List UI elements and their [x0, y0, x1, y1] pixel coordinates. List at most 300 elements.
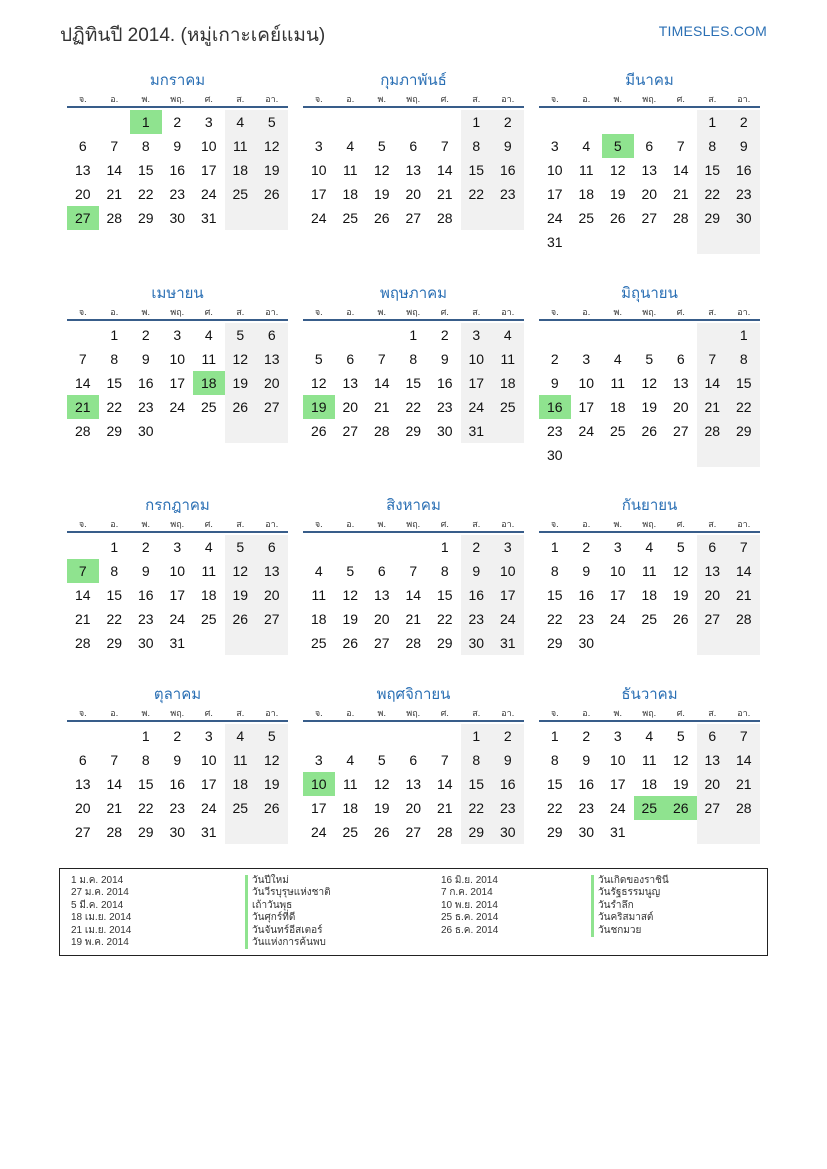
- day-cell: 1: [461, 724, 493, 748]
- holiday-name: เถ้าวันพุธ: [245, 900, 331, 912]
- day-cell: 14: [436, 776, 453, 792]
- week-row: [539, 158, 760, 182]
- empty-day-cell: [225, 419, 257, 443]
- day-cell: 2: [492, 724, 524, 748]
- day-cell: 11: [610, 375, 626, 391]
- day-cell: 28: [373, 423, 390, 439]
- day-cell: 11: [342, 776, 358, 792]
- weekday-label: อา.: [737, 307, 751, 317]
- day-cell: 22: [461, 796, 493, 820]
- weekday-label: อ.: [346, 708, 355, 718]
- empty-day-cell: [634, 443, 666, 467]
- day-cell: 19: [672, 587, 689, 603]
- day-cell: 6: [377, 563, 386, 579]
- week-row: [67, 134, 288, 158]
- day-cell: 31: [169, 635, 186, 651]
- day-cell: 9: [141, 563, 150, 579]
- day-cell: 10: [461, 347, 493, 371]
- weekday-header: [67, 517, 288, 531]
- weekday-label: จ.: [78, 708, 87, 718]
- day-cell: 5: [645, 351, 654, 367]
- day-cell: 28: [436, 210, 453, 226]
- day-cell: 21: [697, 395, 729, 419]
- day-cell: 18: [492, 371, 524, 395]
- day-cell: 23: [578, 611, 595, 627]
- week-row: [303, 158, 524, 182]
- empty-day-cell: [303, 323, 335, 347]
- day-cell: 20: [405, 186, 422, 202]
- day-cell: 26: [641, 423, 658, 439]
- day-cell: 9: [582, 752, 591, 768]
- weekday-label: พฤ.: [642, 94, 657, 104]
- week-row: [539, 419, 760, 443]
- day-cell: 15: [405, 375, 422, 391]
- empty-day-cell: [225, 820, 257, 844]
- weekday-label: ส.: [472, 708, 481, 718]
- day-cell: 8: [550, 752, 559, 768]
- day-cell: 8: [110, 563, 119, 579]
- holiday-day-cell: 25: [634, 796, 666, 820]
- day-cell: 7: [697, 347, 729, 371]
- day-cell: 21: [672, 186, 689, 202]
- day-cell: 2: [440, 327, 449, 343]
- holiday-name: วันวีรบุรุษแห่งชาติ: [245, 887, 331, 899]
- weekday-label: อ.: [346, 519, 355, 529]
- day-cell: 8: [728, 347, 760, 371]
- day-cell: 6: [697, 535, 729, 559]
- weekday-label: ส.: [708, 708, 717, 718]
- day-cell: 17: [169, 375, 186, 391]
- week-row: [539, 607, 760, 631]
- day-cell: 30: [137, 635, 154, 651]
- empty-day-cell: [697, 631, 729, 655]
- day-cell: 2: [492, 110, 524, 134]
- day-cell: 2: [582, 728, 591, 744]
- weekday-label: ศ.: [204, 708, 213, 718]
- month-block: [539, 283, 760, 467]
- day-cell: 10: [609, 752, 626, 768]
- day-cell: 30: [546, 447, 563, 463]
- day-cell: 18: [225, 158, 257, 182]
- empty-day-cell: [539, 323, 571, 347]
- holiday-day-cell: 1: [130, 110, 162, 134]
- weekday-label: พ.: [613, 708, 622, 718]
- holiday-day-cell: 21: [67, 395, 99, 419]
- day-cell: 12: [641, 375, 658, 391]
- day-cell: 9: [461, 559, 493, 583]
- week-row: [67, 607, 288, 631]
- empty-day-cell: [256, 820, 288, 844]
- holiday-day-cell: 7: [67, 559, 99, 583]
- day-cell: 30: [578, 635, 595, 651]
- day-cell: 1: [697, 110, 729, 134]
- day-cell: 23: [728, 182, 760, 206]
- weekday-label: พ.: [141, 307, 150, 317]
- day-cell: 22: [405, 399, 422, 415]
- weekday-label: อา.: [737, 94, 751, 104]
- weekday-label: ศ.: [440, 94, 449, 104]
- week-row: [303, 371, 524, 395]
- day-cell: 4: [204, 327, 213, 343]
- day-cell: 25: [200, 611, 217, 627]
- weekday-label: อ.: [346, 307, 355, 317]
- day-cell: 8: [461, 134, 493, 158]
- day-cell: 29: [137, 210, 154, 226]
- day-cell: 3: [492, 535, 524, 559]
- day-cell: 28: [74, 423, 91, 439]
- day-cell: 1: [550, 539, 559, 555]
- day-cell: 12: [256, 748, 288, 772]
- day-cell: 4: [346, 138, 355, 154]
- week-row: [539, 748, 760, 772]
- week-row: [67, 110, 288, 134]
- day-cell: 25: [225, 796, 257, 820]
- day-cell: 11: [342, 162, 358, 178]
- day-cell: 8: [409, 351, 418, 367]
- page-title: ปฏิทินปี 2014. (หมู่เกาะเคย์แมน): [60, 25, 326, 46]
- empty-day-cell: [728, 820, 760, 844]
- week-row: [539, 206, 760, 230]
- month-name: กุมภาพันธ์: [380, 72, 447, 89]
- week-row: [67, 724, 288, 748]
- week-row: [303, 535, 524, 559]
- weekday-label: พ.: [141, 708, 150, 718]
- weekday-header: [67, 92, 288, 106]
- empty-day-cell: [225, 206, 257, 230]
- day-cell: 14: [405, 587, 422, 603]
- day-cell: 18: [641, 776, 658, 792]
- day-cell: 21: [373, 399, 390, 415]
- day-cell: 13: [405, 162, 422, 178]
- day-cell: 8: [141, 752, 150, 768]
- day-cell: 4: [225, 110, 257, 134]
- day-cell: 16: [578, 776, 595, 792]
- day-cell: 1: [110, 327, 119, 343]
- weekday-label: ส.: [236, 708, 245, 718]
- weekday-label: ส.: [236, 94, 245, 104]
- day-cell: 27: [672, 423, 689, 439]
- day-cell: 4: [645, 728, 654, 744]
- empty-day-cell: [634, 820, 666, 844]
- weekday-label: ส.: [236, 307, 245, 317]
- day-cell: 15: [546, 776, 563, 792]
- day-cell: 27: [405, 824, 422, 840]
- day-cell: 22: [106, 611, 123, 627]
- day-cell: 25: [641, 611, 658, 627]
- weekday-label: อา.: [501, 307, 515, 317]
- empty-day-cell: [67, 535, 99, 559]
- day-cell: 31: [492, 631, 524, 655]
- day-cell: 1: [409, 327, 418, 343]
- empty-day-cell: [492, 419, 524, 443]
- empty-day-cell: [335, 535, 367, 559]
- day-cell: 7: [728, 724, 760, 748]
- day-cell: 9: [550, 375, 559, 391]
- day-cell: 21: [436, 186, 453, 202]
- day-cell: 15: [106, 375, 123, 391]
- day-cell: 17: [609, 776, 626, 792]
- week-row: [303, 419, 524, 443]
- holiday-name: วันศุกร์ที่ดี: [245, 912, 331, 924]
- day-cell: 18: [578, 186, 595, 202]
- day-cell: 4: [225, 724, 257, 748]
- month-block: [539, 70, 760, 254]
- day-cell: 16: [137, 375, 154, 391]
- day-cell: 14: [697, 371, 729, 395]
- day-cell: 28: [74, 635, 91, 651]
- day-cell: 3: [461, 323, 493, 347]
- day-cell: 15: [461, 772, 493, 796]
- day-cell: 14: [74, 375, 91, 391]
- month-name: ตุลาคม: [153, 686, 202, 703]
- weekday-header: [303, 517, 524, 531]
- day-cell: 22: [436, 611, 453, 627]
- week-row: [303, 395, 524, 419]
- day-cell: 17: [492, 583, 524, 607]
- day-cell: 11: [578, 162, 594, 178]
- week-row: [67, 535, 288, 559]
- day-cell: 30: [137, 423, 154, 439]
- day-cell: 1: [550, 728, 559, 744]
- empty-day-cell: [335, 323, 367, 347]
- holiday-legend: [59, 868, 768, 956]
- weekday-label: อ.: [346, 94, 355, 104]
- day-cell: 9: [728, 134, 760, 158]
- day-cell: 1: [728, 323, 760, 347]
- weekday-header: [303, 305, 524, 319]
- week-row: [67, 323, 288, 347]
- week-row: [539, 134, 760, 158]
- week-row: [67, 206, 288, 230]
- weekday-label: อา.: [265, 94, 279, 104]
- holiday-date: 18 เม.ย. 2014: [71, 912, 132, 924]
- weekday-label: พฤ.: [406, 708, 421, 718]
- day-cell: 29: [546, 824, 563, 840]
- weekday-label: ศ.: [440, 708, 449, 718]
- day-cell: 24: [200, 800, 217, 816]
- week-row: [67, 631, 288, 655]
- weekday-label: ศ.: [204, 307, 213, 317]
- week-row: [539, 347, 760, 371]
- day-cell: 29: [137, 824, 154, 840]
- empty-day-cell: [602, 230, 634, 254]
- site-brand-link[interactable]: TIMESLES.COM: [658, 23, 767, 39]
- day-cell: 9: [173, 138, 182, 154]
- day-cell: 26: [225, 607, 257, 631]
- weekday-header: [67, 305, 288, 319]
- weekday-header: [67, 706, 288, 720]
- empty-day-cell: [634, 323, 666, 347]
- day-cell: 30: [436, 423, 453, 439]
- weekday-label: ส.: [472, 519, 481, 529]
- day-cell: 23: [492, 182, 524, 206]
- empty-day-cell: [665, 631, 697, 655]
- weekday-header: [539, 92, 760, 106]
- day-cell: 3: [173, 539, 182, 555]
- day-cell: 28: [436, 824, 453, 840]
- weekday-label: พ.: [377, 307, 386, 317]
- weekday-label: อา.: [737, 708, 751, 718]
- day-cell: 4: [645, 539, 654, 555]
- week-row: [539, 323, 760, 347]
- holiday-day-cell: 18: [193, 371, 225, 395]
- day-cell: 13: [342, 375, 359, 391]
- weekday-label: ศ.: [676, 519, 685, 529]
- day-cell: 10: [310, 162, 327, 178]
- day-cell: 29: [405, 423, 422, 439]
- holiday-date: 1 ม.ค. 2014: [71, 875, 124, 886]
- week-row: [67, 347, 288, 371]
- day-cell: 2: [550, 351, 559, 367]
- weekday-label: ศ.: [440, 519, 449, 529]
- weekday-label: ส.: [472, 307, 481, 317]
- day-cell: 7: [440, 138, 449, 154]
- weekday-label: พฤ.: [406, 519, 421, 529]
- day-cell: 7: [78, 351, 87, 367]
- day-cell: 17: [200, 162, 217, 178]
- day-cell: 8: [141, 138, 150, 154]
- day-cell: 30: [461, 631, 493, 655]
- week-row: [303, 820, 524, 844]
- day-cell: 11: [492, 347, 524, 371]
- day-cell: 21: [728, 772, 760, 796]
- day-cell: 25: [342, 824, 359, 840]
- day-cell: 18: [342, 186, 359, 202]
- day-cell: 25: [609, 423, 626, 439]
- week-row: [539, 182, 760, 206]
- empty-day-cell: [335, 110, 367, 134]
- day-cell: 27: [373, 635, 390, 651]
- holiday-name: วันเกิดของราชินี: [591, 875, 669, 887]
- month-name: กรกฎาคม: [145, 497, 210, 514]
- day-cell: 7: [409, 563, 418, 579]
- weekday-label: อา.: [501, 708, 515, 718]
- week-row: [67, 419, 288, 443]
- day-cell: 5: [225, 535, 257, 559]
- day-cell: 19: [342, 611, 359, 627]
- empty-day-cell: [728, 230, 760, 254]
- weekday-label: ศ.: [204, 94, 213, 104]
- day-cell: 16: [728, 158, 760, 182]
- day-cell: 2: [173, 114, 182, 130]
- day-cell: 20: [405, 800, 422, 816]
- day-cell: 13: [373, 587, 390, 603]
- week-row: [303, 134, 524, 158]
- day-cell: 6: [676, 351, 685, 367]
- month-block: [303, 684, 524, 844]
- holiday-name: วันแห่งการค้นพบ: [245, 937, 331, 949]
- day-cell: 17: [310, 186, 327, 202]
- empty-day-cell: [99, 724, 131, 748]
- day-cell: 11: [201, 351, 217, 367]
- day-cell: 27: [256, 395, 288, 419]
- holiday-date: 26 ธ.ค. 2014: [441, 924, 499, 936]
- day-cell: 30: [492, 820, 524, 844]
- day-cell: 27: [405, 210, 422, 226]
- weekday-label: จ.: [78, 307, 87, 317]
- day-cell: 5: [377, 752, 386, 768]
- day-cell: 15: [697, 158, 729, 182]
- day-cell: 12: [225, 559, 257, 583]
- empty-day-cell: [697, 820, 729, 844]
- day-cell: 28: [106, 824, 123, 840]
- day-cell: 24: [461, 395, 493, 419]
- holiday-date: 16 มิ.ย. 2014: [441, 875, 498, 886]
- weekday-label: ศ.: [204, 519, 213, 529]
- week-row: [539, 796, 760, 820]
- day-cell: 16: [492, 158, 524, 182]
- day-cell: 1: [141, 728, 150, 744]
- empty-day-cell: [225, 631, 257, 655]
- day-cell: 22: [697, 182, 729, 206]
- month-name: สิงหาคม: [386, 497, 441, 514]
- day-cell: 2: [141, 539, 150, 555]
- day-cell: 2: [728, 110, 760, 134]
- week-row: [303, 796, 524, 820]
- weekday-label: ศ.: [676, 307, 685, 317]
- day-cell: 4: [492, 323, 524, 347]
- day-cell: 20: [672, 399, 689, 415]
- weekday-label: อ.: [582, 94, 591, 104]
- day-cell: 20: [373, 611, 390, 627]
- holiday-date: 21 เม.ย. 2014: [71, 924, 132, 936]
- empty-day-cell: [256, 206, 288, 230]
- day-cell: 5: [225, 323, 257, 347]
- day-cell: 23: [546, 423, 563, 439]
- weekday-label: อ.: [582, 307, 591, 317]
- day-cell: 6: [346, 351, 355, 367]
- weekday-label: อา.: [737, 519, 751, 529]
- day-cell: 3: [173, 327, 182, 343]
- day-cell: 10: [169, 351, 186, 367]
- day-cell: 7: [728, 535, 760, 559]
- month-block: [67, 684, 288, 844]
- day-cell: 20: [74, 800, 91, 816]
- week-row: [67, 559, 288, 583]
- holiday-day-cell: 5: [602, 134, 634, 158]
- day-cell: 13: [256, 347, 288, 371]
- week-row: [303, 583, 524, 607]
- day-cell: 13: [672, 375, 689, 391]
- weekday-label: อ.: [110, 307, 119, 317]
- empty-day-cell: [697, 230, 729, 254]
- day-cell: 26: [225, 395, 257, 419]
- day-cell: 17: [609, 587, 626, 603]
- day-cell: 14: [436, 162, 453, 178]
- day-cell: 7: [440, 752, 449, 768]
- day-cell: 24: [546, 210, 563, 226]
- weekday-label: อ.: [582, 519, 591, 529]
- empty-day-cell: [67, 724, 99, 748]
- day-cell: 25: [200, 399, 217, 415]
- day-cell: 12: [342, 587, 359, 603]
- day-cell: 22: [137, 800, 154, 816]
- day-cell: 3: [204, 114, 213, 130]
- week-row: [303, 347, 524, 371]
- legend-dates-right: [441, 875, 498, 937]
- week-row: [303, 559, 524, 583]
- day-cell: 15: [106, 587, 123, 603]
- empty-day-cell: [697, 443, 729, 467]
- week-row: [303, 607, 524, 631]
- empty-day-cell: [634, 230, 666, 254]
- day-cell: 6: [409, 752, 418, 768]
- day-cell: 26: [256, 182, 288, 206]
- day-cell: 14: [74, 587, 91, 603]
- week-row: [539, 110, 760, 134]
- week-row: [67, 395, 288, 419]
- day-cell: 24: [310, 210, 327, 226]
